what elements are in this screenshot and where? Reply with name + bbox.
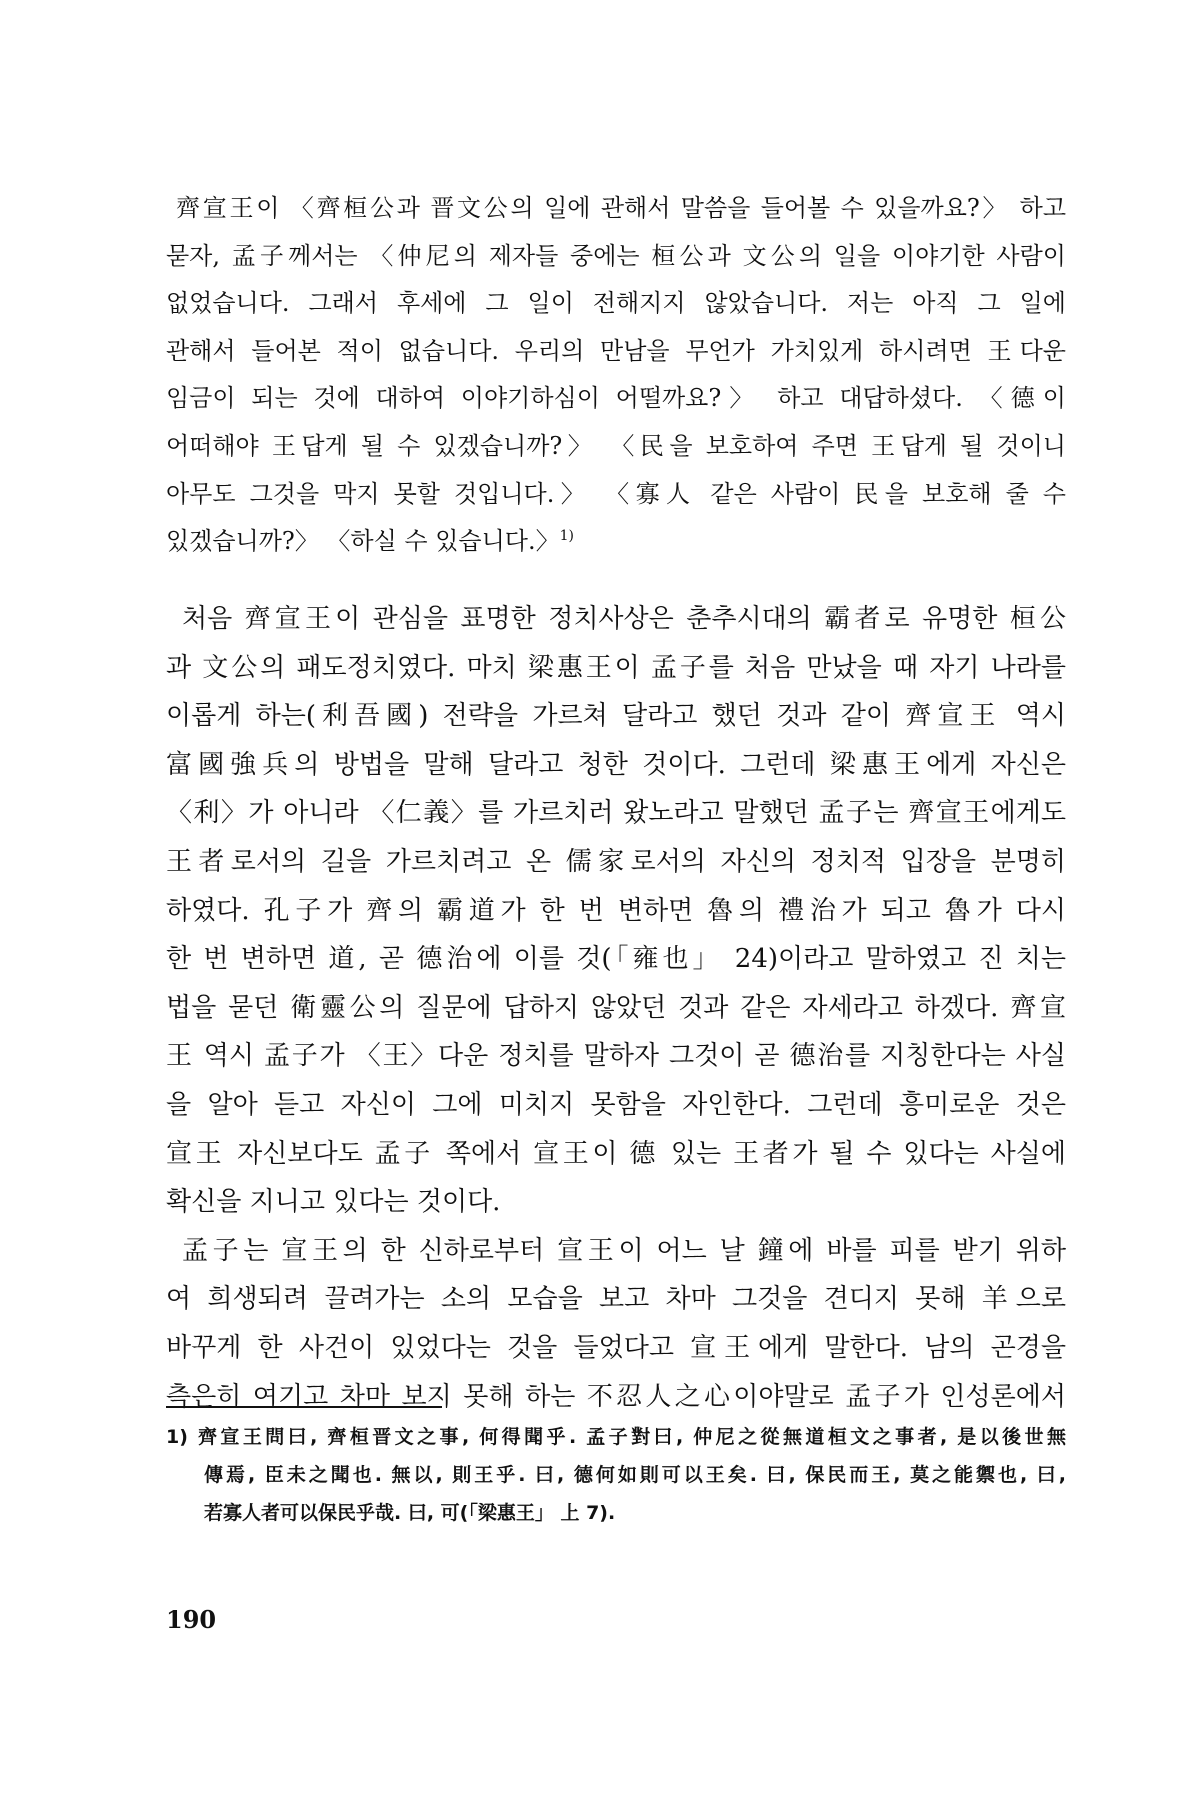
body-line: 王者로서의 길을 가르치려고 온 儒家로서의 자신의 정치적 입장을 분명히 <box>166 846 1066 877</box>
quote-line: 임금이 되는 것에 대하여 이야기하심이 어떨까요?〉 하고 대답하셨다. 〈德이 <box>166 384 1066 413</box>
quote-line: 없었습니다. 그래서 후세에 그 일이 전해지지 않았습니다. 저는 아직 그 일에 <box>166 289 1066 318</box>
footnote <box>166 1418 1066 1532</box>
quote-line: 齊宣王이 〈齊桓公과 晋文公의 일에 관해서 말씀을 들어볼 수 있을까요?〉 하고 <box>176 194 1066 222</box>
quote-line: 묻자, 孟子께서는 〈仲尼의 제자들 중에는 桓公과 文公의 일을 이야기한 사람이 <box>166 241 1066 270</box>
page-number: 190 <box>166 1605 217 1634</box>
body-line: 측은히 여기고 차마 보지 못해 하는 不忍人之心이야말로 孟子가 인성론에서 <box>166 1381 1066 1412</box>
body-line: 孟子는 宣王의 한 신하로부터 宣王이 어느 날 鐘에 바를 피를 받기 위하 <box>182 1235 1066 1266</box>
quote-line: 어떠해야 王답게 될 수 있겠습니까?〉 〈民을 보호하여 주면 王답게 될 것이니 <box>166 431 1066 460</box>
body-line: 〈利〉가 아니라 〈仁義〉를 가르치러 왔노라고 말했던 孟子는 齊宣王에게도 <box>166 798 1066 829</box>
body-line: 이롭게 하는(利吾國) 전략을 가르쳐 달라고 했던 것과 같이 齊宣王 역시 <box>166 701 1066 732</box>
footnote-line: 若寡人者可以保民乎哉. 曰, 可(「梁惠王」 上 7). <box>204 1502 616 1524</box>
body-line: 바꾸게 한 사건이 있었다는 것을 들었다고 宣王에게 말한다. 남의 곤경을 <box>166 1332 1066 1363</box>
body-line: 한 번 변하면 道, 곧 德治에 이를 것(「雍也」 24)이라고 말하였고 진 치는 <box>166 944 1066 975</box>
quote-line: 관해서 들어본 적이 없습니다. 우리의 만남을 무언가 가치있게 하시려면 王다운 <box>166 336 1066 365</box>
body-text <box>166 595 1066 1421</box>
body-line: 법을 묻던 衛靈公의 질문에 답하지 않았던 것과 같은 자세라고 하겠다. 齊宣 <box>166 992 1066 1023</box>
body-line: 을 알아 듣고 자신이 그에 미치지 못함을 자인한다. 그런데 흥미로운 것은 <box>166 1089 1066 1120</box>
body-line: 富國強兵의 방법을 말해 달라고 청한 것이다. 그런데 梁惠王에게 자신은 <box>166 749 1066 780</box>
body-line: 과 文公의 패도정치였다. 마치 梁惠王이 孟子를 처음 만났을 때 자기 나라를 <box>166 652 1066 683</box>
body-line: 여 희생되려 끌려가는 소의 모습을 보고 차마 그것을 견디지 못해 羊으로 <box>166 1284 1066 1315</box>
body-line: 宣王 자신보다도 孟子 쪽에서 宣王이 德 있는 王者가 될 수 있다는 사실에 <box>166 1138 1066 1169</box>
footnote-line: 傳焉, 臣未之聞也. 無以, 則王乎. 曰, 德何如則可以王矣. 曰, 保民而王, 莫之能禦也, 曰, <box>204 1464 1066 1486</box>
body-line: 하였다. 孔子가 齊의 霸道가 한 번 변하면 魯의 禮治가 되고 魯가 다시 <box>166 895 1066 926</box>
quoted-dialogue <box>166 185 1066 566</box>
body-line: 王 역시 孟子가 〈王〉다운 정치를 말하자 그것이 곧 德治를 지칭한다는 사실 <box>166 1041 1066 1072</box>
body-line: 확신을 지니고 있다는 것이다. <box>166 1187 501 1218</box>
quote-line-last <box>166 518 1066 566</box>
footnote-marker: 1) <box>559 528 574 545</box>
footnote-divider <box>166 1406 442 1408</box>
footnote-line: 1) 齊宣王問曰, 齊桓晋文之事, 何得聞乎. 孟子對曰, 仲尼之從無道桓文之事者, 是以後世無 <box>166 1426 1066 1448</box>
quote-line: 아무도 그것을 막지 못할 것입니다.〉 〈寡人 같은 사람이 民을 보호해 줄 수 <box>166 479 1066 508</box>
body-line: 처음 齊宣王이 관심을 표명한 정치사상은 춘추시대의 霸者로 유명한 桓公 <box>182 604 1066 634</box>
quote-line-text: 있겠습니까?〉 〈하실 수 있습니다.〉 <box>166 527 560 556</box>
